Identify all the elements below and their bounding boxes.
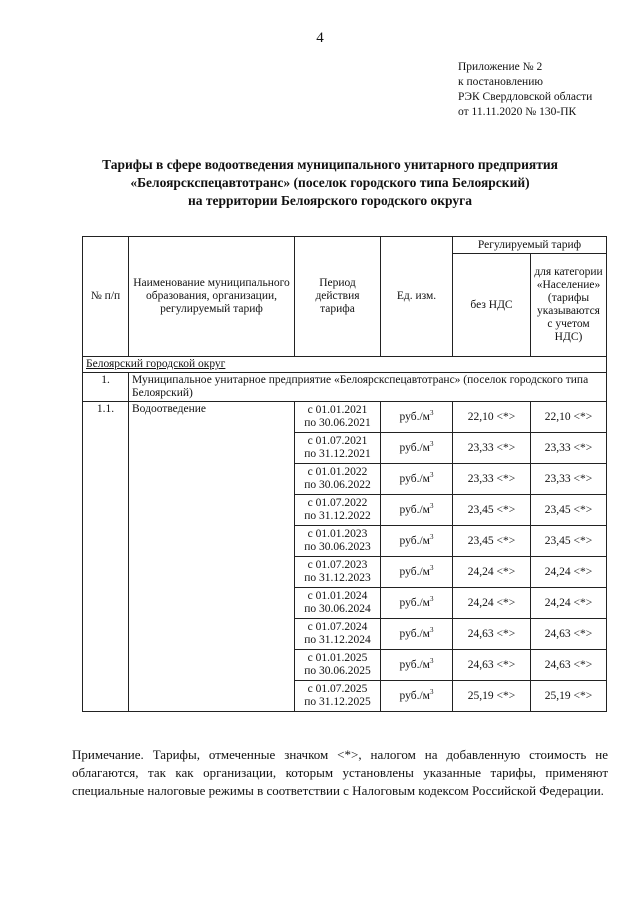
period-to: по 30.06.2022: [304, 479, 371, 491]
period-from: с 01.01.2021: [307, 404, 368, 416]
unit-sup: 3: [429, 532, 434, 541]
period-cell: [295, 402, 381, 433]
period-to: по 30.06.2025: [304, 665, 371, 677]
unit-cell: [381, 619, 453, 650]
period-to: по 30.06.2021: [304, 417, 371, 429]
population-cell: 22,10 <*>: [531, 402, 607, 433]
no-vat-cell: 24,24 <*>: [453, 557, 531, 588]
header-population: для категории «Население» (тарифы указываются с учетом НДС): [531, 254, 607, 357]
header-no-vat: без НДС: [453, 254, 531, 357]
no-vat-cell: 24,63 <*>: [453, 650, 531, 681]
header-regulated: Регулируемый тариф: [453, 237, 607, 254]
header-unit: Ед. изм.: [381, 237, 453, 357]
period-to: по 31.12.2021: [304, 448, 371, 460]
no-vat-cell: 22,10 <*>: [453, 402, 531, 433]
header-name: Наименование муниципального образования, организации, регулируемый тариф: [129, 237, 295, 357]
service-num: 1.1.: [83, 402, 129, 712]
population-cell: 24,24 <*>: [531, 557, 607, 588]
appendix-line: от 11.11.2020 № 130-ПК: [458, 106, 577, 118]
population-cell: 24,63 <*>: [531, 619, 607, 650]
table-row: [83, 402, 607, 433]
unit-cell: [381, 650, 453, 681]
unit-sup: 3: [429, 687, 434, 696]
period-from: с 01.07.2021: [307, 435, 368, 447]
unit-text: руб./м: [399, 503, 430, 516]
unit-sup: 3: [429, 656, 434, 665]
population-cell: 25,19 <*>: [531, 681, 607, 712]
period-to: по 31.12.2022: [304, 510, 371, 522]
header-period: Период действия тарифа: [295, 237, 381, 357]
population-cell: 23,45 <*>: [531, 526, 607, 557]
unit-text: руб./м: [399, 565, 430, 578]
org-name: Муниципальное унитарное предприятие «Белоярскспецавтотранс» (поселок городского типа Белоярский): [129, 373, 607, 402]
region-row: Белоярский городской округ: [83, 357, 607, 373]
period-cell: [295, 464, 381, 495]
unit-sup: 3: [429, 470, 434, 479]
title-line: Тарифы в сфере водоотведения муниципального унитарного предприятия: [102, 157, 558, 172]
unit-text: руб./м: [399, 627, 430, 640]
population-cell: 23,33 <*>: [531, 433, 607, 464]
no-vat-cell: 23,33 <*>: [453, 464, 531, 495]
unit-sup: 3: [429, 563, 434, 572]
unit-cell: [381, 433, 453, 464]
period-to: по 31.12.2023: [304, 572, 371, 584]
unit-cell: [381, 464, 453, 495]
unit-sup: 3: [429, 594, 434, 603]
period-from: с 01.07.2025: [307, 683, 368, 695]
no-vat-cell: 24,63 <*>: [453, 619, 531, 650]
unit-cell: [381, 557, 453, 588]
period-to: по 31.12.2025: [304, 696, 371, 708]
title-line: «Белоярскспецавтотранс» (поселок городского типа Белоярский): [130, 175, 530, 190]
unit-cell: [381, 588, 453, 619]
unit-text: руб./м: [399, 410, 430, 423]
title-line: на территории Белоярского городского округа: [187, 193, 472, 208]
unit-text: руб./м: [399, 596, 430, 609]
no-vat-cell: 25,19 <*>: [453, 681, 531, 712]
period-cell: [295, 526, 381, 557]
period-cell: [295, 588, 381, 619]
unit-cell: [381, 681, 453, 712]
header-num: № п/п: [83, 237, 129, 357]
no-vat-cell: 23,45 <*>: [453, 526, 531, 557]
unit-text: руб./м: [399, 689, 430, 702]
unit-cell: [381, 402, 453, 433]
no-vat-cell: 23,45 <*>: [453, 495, 531, 526]
period-from: с 01.01.2025: [307, 652, 368, 664]
period-from: с 01.07.2023: [307, 559, 368, 571]
unit-text: руб./м: [399, 658, 430, 671]
no-vat-cell: 24,24 <*>: [453, 588, 531, 619]
population-cell: 24,63 <*>: [531, 650, 607, 681]
population-cell: 23,33 <*>: [531, 464, 607, 495]
period-cell: [295, 650, 381, 681]
unit-cell: [381, 526, 453, 557]
unit-text: руб./м: [399, 534, 430, 547]
unit-text: руб./м: [399, 472, 430, 485]
unit-sup: 3: [429, 439, 434, 448]
period-cell: [295, 433, 381, 464]
unit-cell: [381, 495, 453, 526]
org-num: 1.: [83, 373, 129, 402]
appendix-line: к постановлению: [458, 76, 543, 88]
appendix-line: РЭК Свердловской области: [458, 91, 593, 103]
population-cell: 24,24 <*>: [531, 588, 607, 619]
period-cell: [295, 495, 381, 526]
tariffs-table: [82, 236, 607, 712]
appendix-block: [458, 60, 592, 120]
period-from: с 01.01.2022: [307, 466, 368, 478]
period-from: с 01.07.2022: [307, 497, 368, 509]
period-to: по 30.06.2023: [304, 541, 371, 553]
period-to: по 31.12.2024: [304, 634, 371, 646]
period-cell: [295, 619, 381, 650]
document-title: [60, 156, 600, 210]
period-to: по 30.06.2024: [304, 603, 371, 615]
unit-sup: 3: [429, 408, 434, 417]
service-name: Водоотведение: [129, 402, 295, 712]
period-from: с 01.07.2024: [307, 621, 368, 633]
note: Примечание. Тарифы, отмеченные значком <*>, налогом на добавленную стоимость не облагаются, так как организации, которым установлены указанные тарифы, применяют специальные налоговые режимы в соответствии с Налоговым кодексом Российской Федерации.: [72, 747, 608, 798]
population-cell: 23,45 <*>: [531, 495, 607, 526]
no-vat-cell: 23,33 <*>: [453, 433, 531, 464]
unit-text: руб./м: [399, 441, 430, 454]
unit-sup: 3: [429, 625, 434, 634]
page-number: 4: [316, 30, 324, 46]
period-cell: [295, 681, 381, 712]
unit-sup: 3: [429, 501, 434, 510]
appendix-line: Приложение № 2: [458, 61, 543, 73]
period-from: с 01.01.2024: [307, 590, 368, 602]
period-from: с 01.01.2023: [307, 528, 368, 540]
period-cell: [295, 557, 381, 588]
